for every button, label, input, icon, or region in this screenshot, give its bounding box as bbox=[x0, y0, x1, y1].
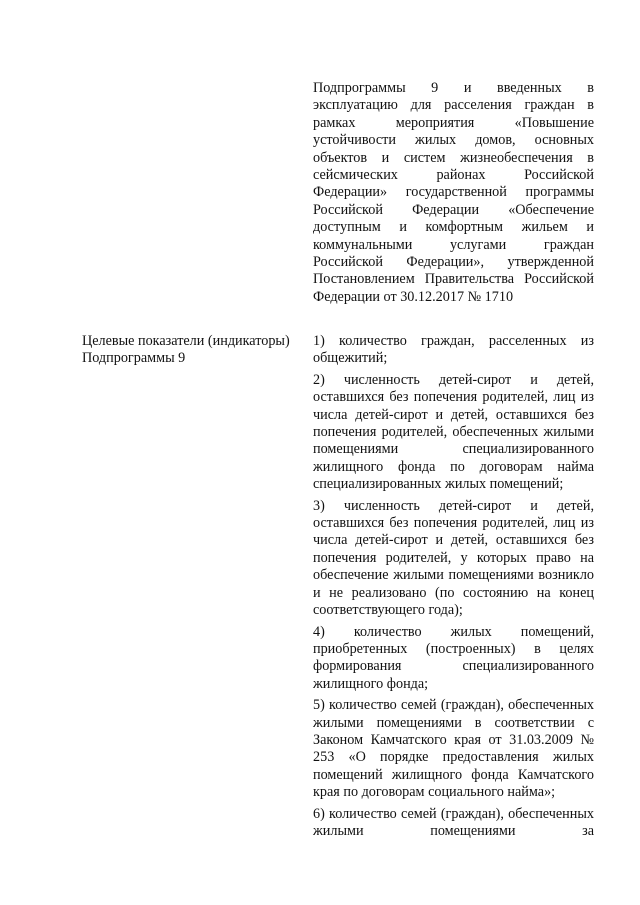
indicator-item-1: 1) количество граждан, расселенных из общежитий; bbox=[313, 333, 594, 367]
indicator-item-5: 5) количество семей (граждан), обеспеченных жилыми помещениями в соответствии с Законом Камчатского края от 31.03.2009 № 253 «О порядке предоставления жилых помещений жилищного фонда Камчатского края по договорам социального найма»; bbox=[313, 697, 594, 801]
indicator-item-6: 6) количество семей (граждан), обеспеченных жилыми помещениями за bbox=[313, 805, 594, 839]
indicator-item-4: 4) количество жилых помещений, приобретенных (построенных) в целях формирования специализированного жилищного фонда; bbox=[313, 623, 594, 692]
section-label: Целевые показатели (индикаторы) Подпрограммы 9 bbox=[82, 333, 290, 367]
indicators-list bbox=[313, 333, 594, 844]
continuation-text: Подпрограммы 9 и введенных в эксплуатацию для расселения граждан в рамках мероприятия «Повышение устойчивости жилых домов, основных объектов и систем жизнеобеспечения в сейсмических районах Российской Федерации» государственной программы Российской Федерации «Обеспечение доступным и комфортным жильем и коммунальными услугами граждан Российской Федерации», утвержденной Постановлением Правительства Российской Федерации от 30.12.2017 № 1710 bbox=[313, 80, 594, 305]
indicator-item-2: 2) численность детей-сирот и детей, оставшихся без попечения родителей, лиц из числа детей-сирот и детей, оставшихся без попечения родителей, обеспеченных жилыми помещениями специализированного жилищного фонда по договорам найма специализированных жилых помещений; bbox=[313, 371, 594, 493]
continuation-cell bbox=[313, 80, 594, 306]
indicator-item-3: 3) численность детей-сирот и детей, оставшихся без попечения родителей, лиц из числа детей-сирот и детей, оставшихся без попечения родителей, у которых право на обеспечение жилыми помещениями возникло и не реализовано (по состоянию на конец соответствующего года); bbox=[313, 497, 594, 619]
